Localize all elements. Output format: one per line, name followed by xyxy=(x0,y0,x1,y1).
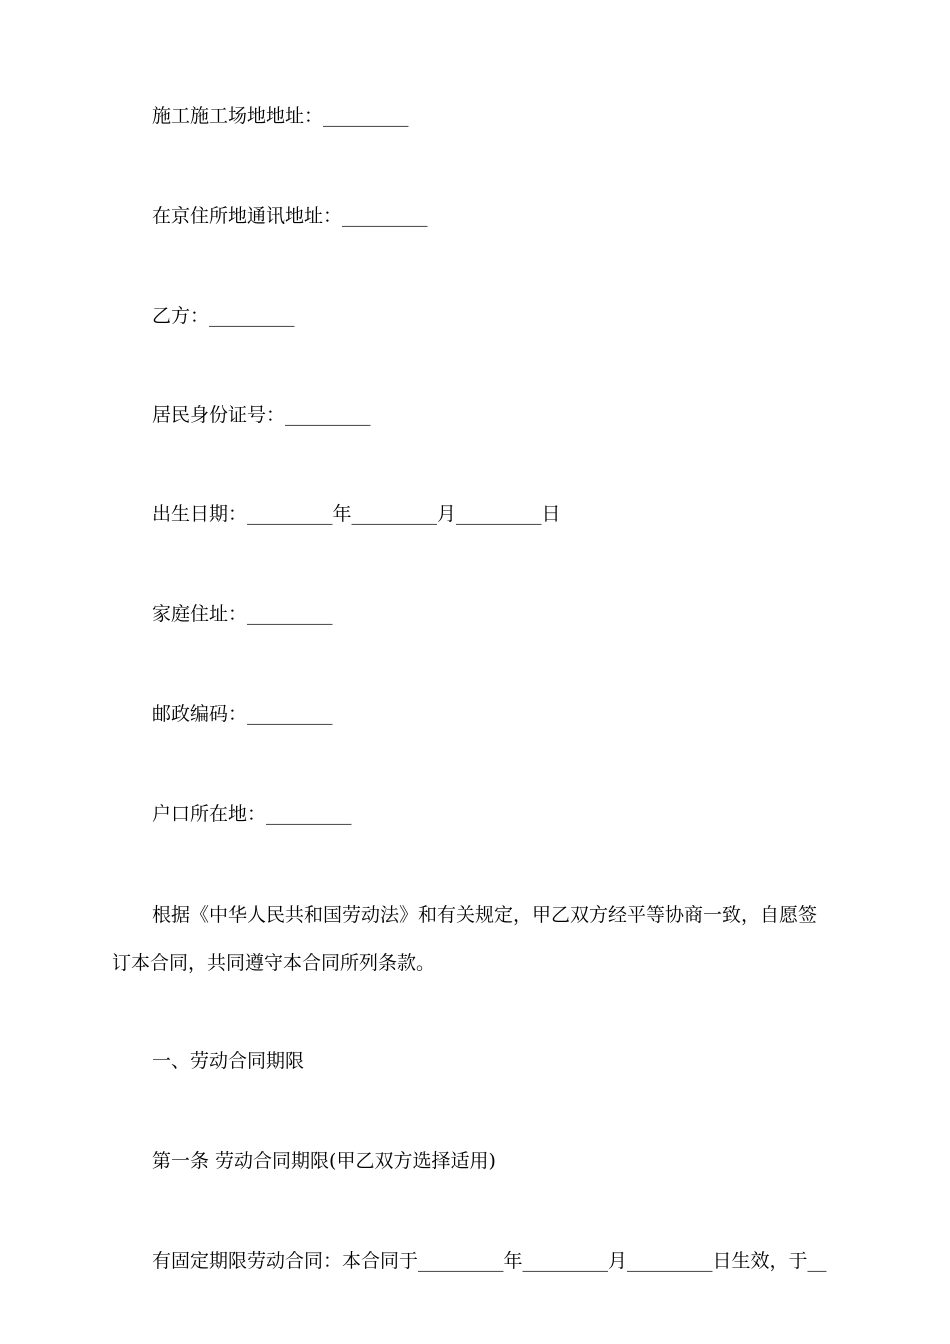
fixed-term-contract-line: 有固定期限劳动合同：本合同于_________年_________月_________日生效，于__ xyxy=(152,1250,827,1272)
article-heading: 第一条 劳动合同期限(甲乙双方选择适用) xyxy=(152,1150,496,1172)
field-postal-code: 邮政编码：_________ xyxy=(152,703,333,725)
field-id-number: 居民身份证号：_________ xyxy=(152,404,371,426)
preamble-line-2: 订本合同，共同遵守本合同所列条款。 xyxy=(112,952,436,974)
section-heading: 一、劳动合同期限 xyxy=(152,1050,305,1072)
field-beijing-mailing-address: 在京住所地通讯地址：_________ xyxy=(152,205,428,227)
preamble-line-1: 根据《中华人民共和国劳动法》和有关规定，甲乙双方经平等协商一致，自愿签 xyxy=(152,904,818,926)
field-household-registration: 户口所在地：_________ xyxy=(152,803,352,825)
field-party-b: 乙方：_________ xyxy=(152,305,295,327)
field-home-address: 家庭住址：_________ xyxy=(152,603,333,625)
field-birth-date: 出生日期：_________年_________月_________日 xyxy=(152,503,561,525)
field-construction-site-address: 施工施工场地地址：_________ xyxy=(152,105,409,127)
